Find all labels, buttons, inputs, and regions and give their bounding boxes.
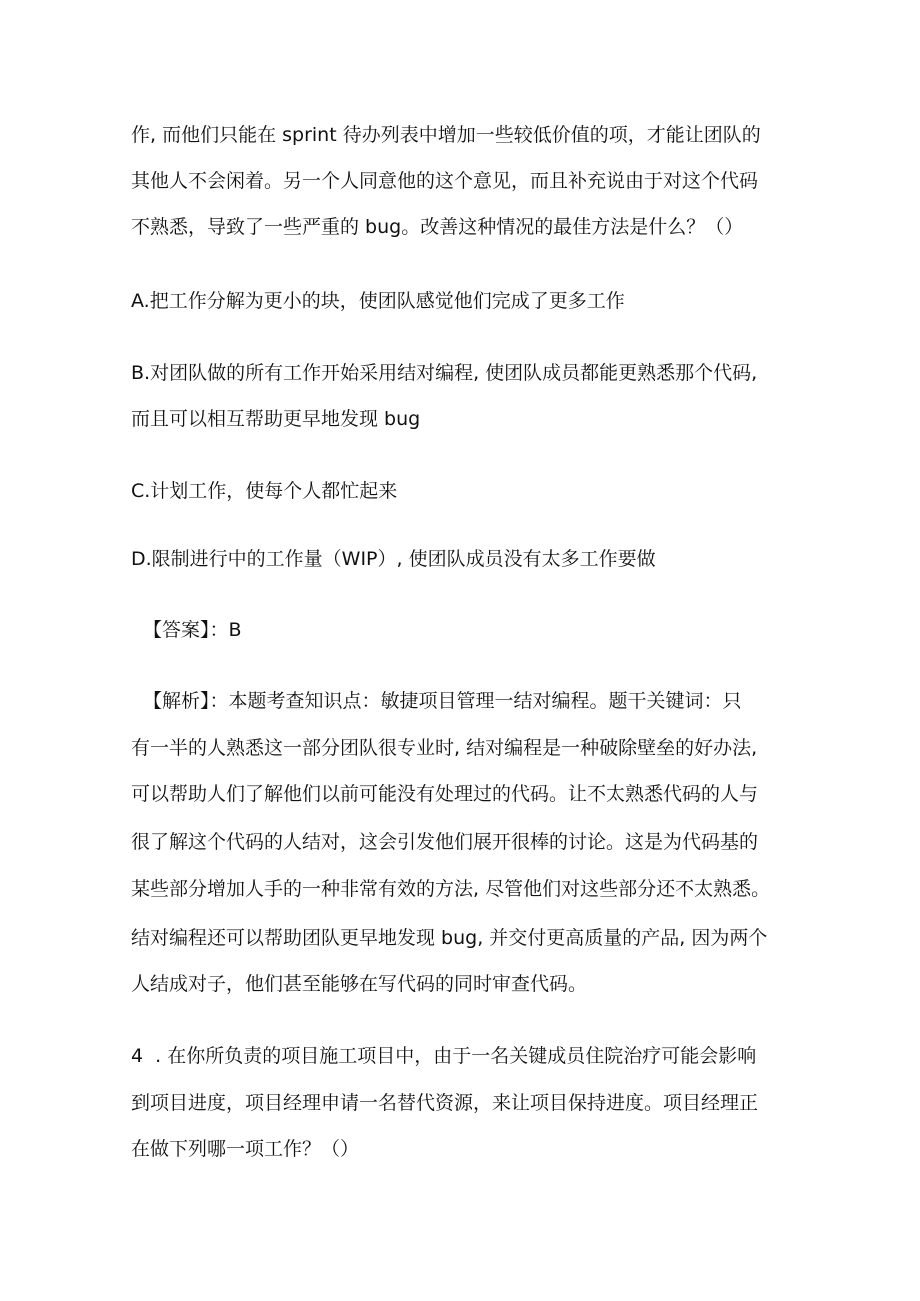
question-text-line-1: 作, 而他们只能在 sprint 待办列表中增加一些较低价值的项，才能让团队的: [131, 124, 761, 146]
next-question-line-3: 在做下列哪一项工作？（）: [131, 1138, 360, 1160]
analysis-line-4: 很了解这个代码的人结对，这会引发他们展开很棒的讨论。这是为代码基的: [131, 831, 759, 853]
next-question-line-2: 到项目进度，项目经理申请一名替代资源，来让项目保持进度。项目经理正: [131, 1092, 759, 1114]
analysis-line-1: 【解析】：本题考查知识点：敏捷项目管理一结对编程。题干关键词：只: [143, 690, 742, 712]
option-d: D.限制进行中的工作量（WIP）, 使团队成员没有太多工作要做: [131, 548, 656, 570]
answer-label: 【答案】：B: [143, 619, 242, 641]
analysis-line-3: 可以帮助人们了解他们以前可能没有处理过的代码。让不太熟悉代码的人与: [131, 783, 759, 805]
analysis-line-6: 结对编程还可以帮助团队更早地发现 bug, 并交付更高质量的产品, 因为两个: [131, 927, 768, 949]
next-question-line-1: 4 . 在你所负责的项目施工项目中，由于一名关键成员住院治疗可能会影响: [131, 1045, 757, 1067]
analysis-line-7: 人结成对子，他们甚至能够在写代码的同时审查代码。: [131, 973, 588, 995]
option-b-line-1: B.对团队做的所有工作开始采用结对编程, 使团队成员都能更熟悉那个代码,: [131, 362, 758, 384]
question-text-line-3: 不熟悉，导致了一些严重的 bug。改善这种情况的最佳方法是什么？（）: [131, 216, 744, 238]
analysis-line-5: 某些部分增加人手的一种非常有效的方法, 尽管他们对这些部分还不太熟悉。: [131, 878, 771, 900]
option-b-line-2: 而且可以相互帮助更早地发现 bug: [131, 408, 421, 430]
option-a: A.把工作分解为更小的块，使团队感觉他们完成了更多工作: [131, 290, 625, 312]
analysis-line-2: 有一半的人熟悉这一部分团队很专业时, 结对编程是一种破除壁垒的好办法,: [131, 737, 758, 759]
question-text-line-2: 其他人不会闲着。另一个人同意他的这个意见，而且补充说由于对这个代码: [131, 170, 759, 192]
option-c: C.计划工作，使每个人都忙起来: [131, 480, 398, 502]
